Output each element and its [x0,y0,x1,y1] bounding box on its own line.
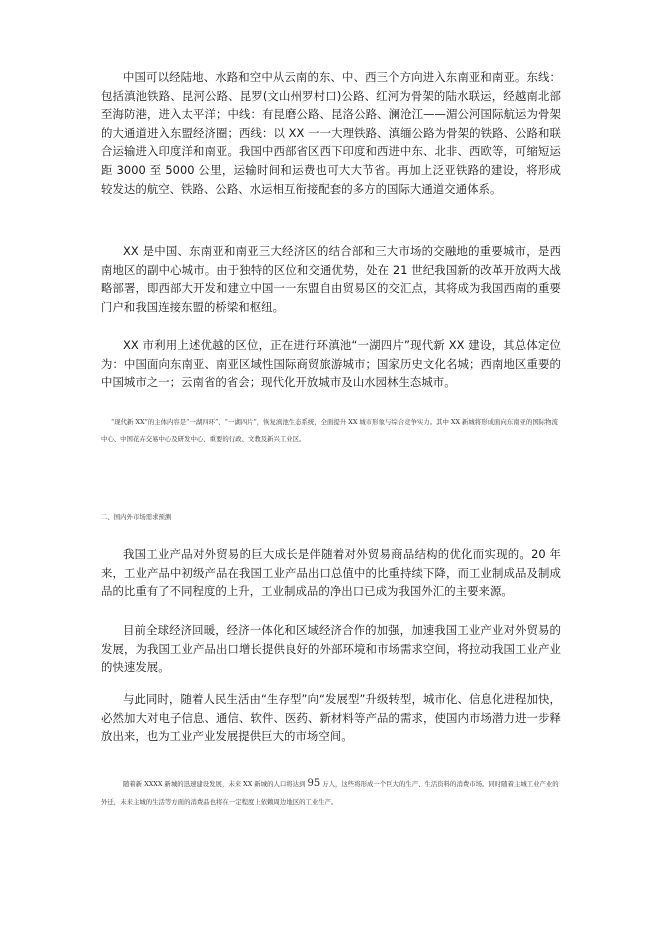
paragraph-foreign-trade: 我国工业产品对外贸易的巨大成长是伴随着对外贸易商品结构的优化而实现的。20 年来，工业产品中初级产品在我国工业产品出口总值中的比重持续下降，而工业制成品及制成品的比重有了不同程度的上升，工业制成品的净出口已成为我国外汇的主要来源。 [101,547,561,599]
paragraph-transport-routes: 中国可以经陆地、水路和空中从云南的东、中、西三个方向进入东南亚和南亚。东线：包括滇池铁路、昆河公路、昆罗(文山州罗村口)公路、红河为骨架的陆水联运，经越南北部至海防港，进入太平洋；中线：有昆磨公路、昆洛公路、澜沧江——湄公河国际航运为骨架的大通道进入东盟经济圈；西线：以 XX 一一大理铁路、滇缅公路为骨架的铁路、公路和联合运输进入印度洋和南亚。我国中西部省区西下印度和西进中东、北非、西欧等，可缩短运距 3000 至 5000 公里，运输时间和运费也可大大节省。再加上泛亚铁路的建设，将形成较发达的航空、铁路、公路、水运相互衔接配套的多方的国际大通道交通体系。 [101,70,561,196]
section-heading-market-forecast: 二、国内外市场需求预测 [101,513,172,521]
paragraph-global-economy: 目前全球经济回暖，经济一体化和区域经济合作的加强，加速我国工业产业对外贸易的发展，为我国工业产品出口增长提供良好的外部环境和市场需求空间，将拉动我国工业产业的快速发展。 [101,623,561,675]
note-population-text-a: 随着新 XXXX 新城的迅速建设发展，未来 XX 新城的人口将达到 [123,780,306,788]
paragraph-city-position: XX 是中国、东南亚和南亚三大经济区的结合部和三大市场的交融地的重要城市，是西南地区的副中心城市。由于独特的区位和交通优势，处在 21 世纪我国新的改革开放两大战略部署，即西部大开发和建立中国一一东盟自由贸易区的交汇点，其将成为我国西南的重要门户和我国连接东盟的桥梁和枢纽。 [101,244,561,314]
paragraph-domestic-demand: 与此同时，随着人民生活由“生存型”向“发展型”升级转型，城市化、信息化进程加快，必然加大对电子信息、通信、软件、医药、新材料等产品的需求，使国内市场潜力进一步释放出来，也为工业产业发展提供巨大的市场空间。 [101,692,561,744]
note-population-text-b: 万人，这些将形成一个巨大的生产、生活资料的消费市场。同时随着主城工业产业的外迁，未来主城的生活等方面的消费品也将在一定程度上依赖周边地区的工业生产。 [101,780,559,806]
note-population-growth [101,775,563,811]
paragraph-city-planning: XX 市利用上述优越的区位，正在进行环滇池“一湖四片”现代新 XX 建设，其总体定位为：中国面向东南亚、南亚区域性国际商贸旅游城市；国家历史文化名城；西南地区重要的中国城市之一；云南省的省会；现代化开放城市及山水园林生态城市。 [101,338,561,390]
note-population-number: 95 [307,778,321,789]
note-modern-new-city: “现代新 XX”的主体内容是“一湖四环”、“一湖四片”，恢复滇池生态系统，全面提升 XX 城市形象与综合竞争实力。其中 XX 新城将形成面向东南亚的国际物流中心、中国花卉交易中心及研发中心、重要的行政、文教及新兴工业区。 [101,418,558,443]
